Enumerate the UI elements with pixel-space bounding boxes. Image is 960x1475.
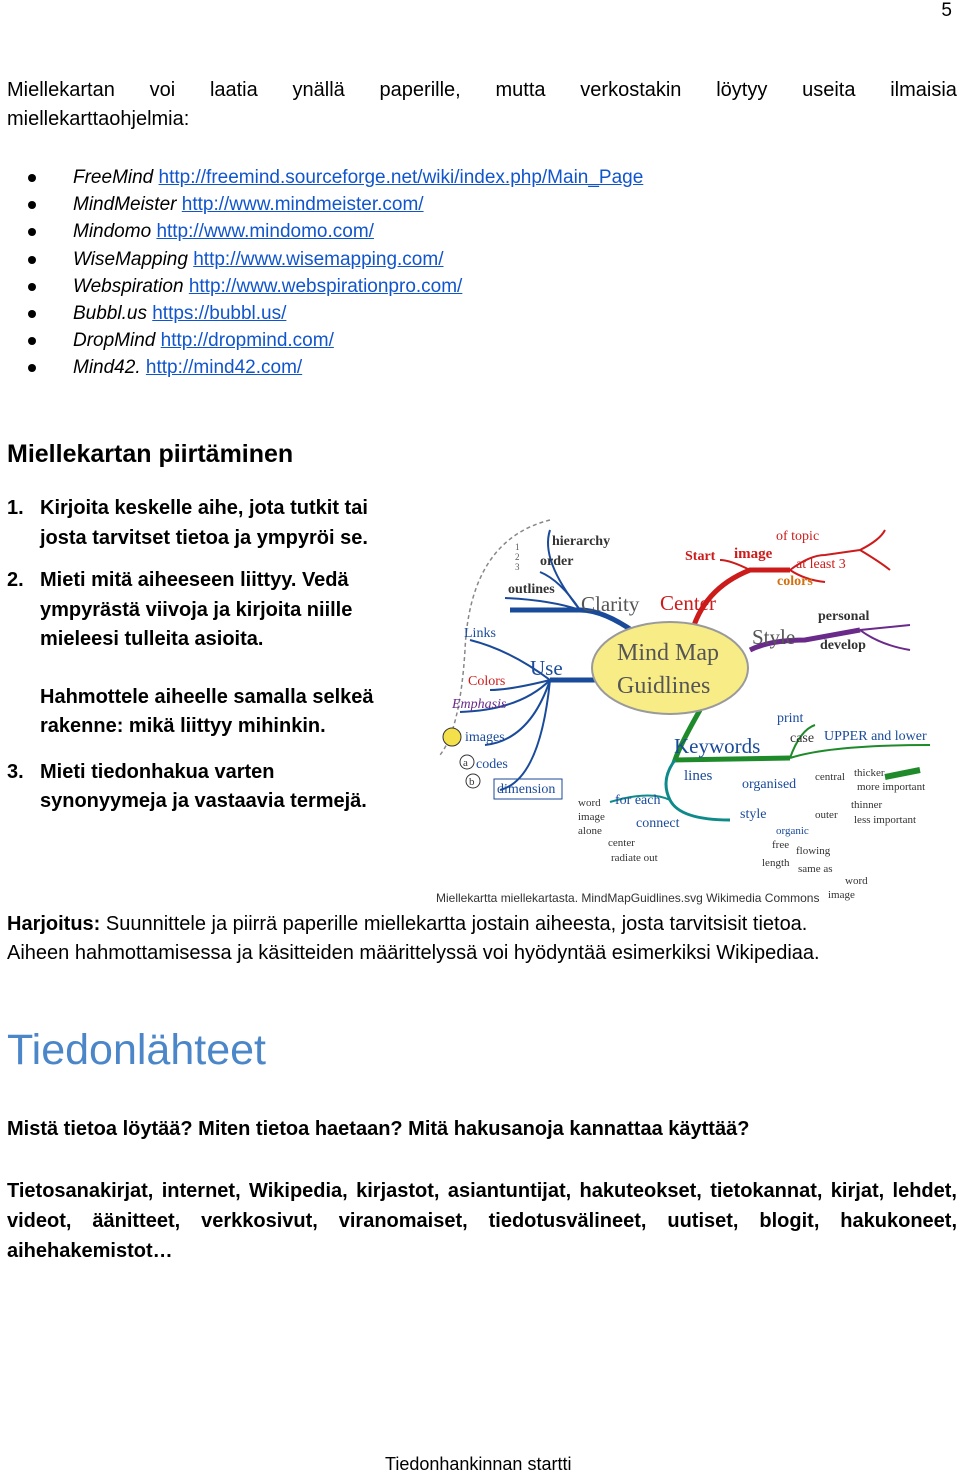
label-b: b <box>469 776 475 788</box>
image-caption: Miellekartta miellekartasta. MindMapGuidlines.svg Wikimedia Commons <box>436 891 820 905</box>
label-outlines: outlines <box>508 582 555 597</box>
label-more-important: more important <box>857 781 926 793</box>
tool-link[interactable]: http://www.wisemapping.com/ <box>193 248 444 270</box>
label-alone: alone <box>578 825 602 837</box>
bullet-icon <box>28 337 36 345</box>
exercise-line-1 <box>7 910 957 939</box>
bullet-icon <box>28 256 36 264</box>
intro-word: mutta <box>495 79 546 101</box>
intro-word: ynällä <box>292 79 345 101</box>
label-links: Links <box>464 626 496 641</box>
list-item: Mindomo http://www.mindomo.com/ <box>0 218 643 245</box>
label-colors: colors <box>777 574 813 589</box>
branch-at-least <box>860 550 890 570</box>
list-item: MindMeister http://www.mindmeister.com/ <box>0 191 643 218</box>
bullet-icon <box>28 283 36 291</box>
label-for-each: for each <box>615 793 661 808</box>
intro-line-1 <box>7 76 957 105</box>
label-center: Center <box>660 591 716 615</box>
center-label-2: Guidlines <box>617 673 711 699</box>
center-label-1: Mind Map <box>617 640 719 666</box>
label-outer: outer <box>815 809 838 821</box>
label-organic: organic <box>776 825 809 837</box>
label-style: Style <box>752 625 796 649</box>
tool-link[interactable]: https://bubbl.us/ <box>152 302 287 324</box>
step-1: 1. Kirjoita keskelle aihe, jota tutkit tai josta tarvitset tietoa ja ympyröi se. <box>7 497 368 549</box>
label-personal: personal <box>818 609 870 624</box>
list-item: DropMind http://dropmind.com/ <box>0 327 643 354</box>
thicker-line <box>885 770 920 777</box>
bullet-icon <box>28 310 36 318</box>
intro-word: verkostakin <box>580 79 682 101</box>
intro-word: voi <box>149 79 176 101</box>
label-flowing: flowing <box>796 845 831 857</box>
list-item: Webspiration http://www.webspirationpro.com/ <box>0 273 643 300</box>
branch-develop <box>860 630 910 650</box>
label-clarity: Clarity <box>581 592 640 616</box>
exercise-text: Suunnittele ja piirrä paperille miellekartta jostain aiheesta, josta tarvitsisit tietoa. <box>100 913 808 935</box>
smiley-icon <box>443 728 461 746</box>
label-free: free <box>772 839 790 851</box>
intro-paragraph <box>7 76 957 134</box>
intro-line-2: miellekarttaohjelmia: <box>7 108 190 130</box>
label-emphasis: Emphasis <box>452 697 507 712</box>
steps-list <box>7 494 422 817</box>
label-image: image <box>734 546 773 562</box>
label-dimension: dimension <box>497 782 556 797</box>
tool-link[interactable]: http://mind42.com/ <box>145 357 303 379</box>
label-organised: organised <box>742 777 797 792</box>
label-codes: codes <box>476 757 508 772</box>
label-center-2: center <box>608 837 635 849</box>
intro-word: Miellekartan <box>7 79 115 101</box>
bullet-icon <box>28 174 36 182</box>
label-keywords: Keywords <box>674 734 761 758</box>
label-n1: 1 <box>515 542 520 552</box>
label-word-2: word <box>845 875 868 887</box>
step-2: 2. Mieti mitä aiheeseen liittyy. Vedä ympyrästä viivoja ja kirjoita niille mieleesi tulleita asioita. Hahmottele aiheelle samalla selkeä rakenne: mikä liittyy mihinkin. <box>7 569 374 737</box>
label-images: images <box>465 730 505 745</box>
list-item: WiseMapping http://www.wisemapping.com/ <box>0 246 643 273</box>
label-develop: develop <box>820 638 866 653</box>
section-heading: Miellekartan piirtäminen <box>7 440 294 468</box>
intro-word: paperille, <box>379 79 461 101</box>
label-image-3: image <box>828 889 855 901</box>
page-footer: Tiedonhankinnan startti <box>385 1454 572 1474</box>
branch-personal <box>860 625 910 630</box>
label-colors-use: Colors <box>468 674 506 689</box>
label-connect: connect <box>636 816 680 831</box>
bullet-icon <box>28 364 36 372</box>
exercise-label: Harjoitus: <box>7 913 101 935</box>
sources-paragraph: Tietosanakirjat, internet, Wikipedia, kirjastot, asiantuntijat, hakuteokset, tietokannat, kirjat, lehdet, videot, äänitteet, verkkosivut, viranomaiset, tiedotusvälineet, uutiset, blogit, hakukoneet, aihehakemistot… <box>7 1180 957 1262</box>
tool-link[interactable]: http://www.webspirationpro.com/ <box>188 275 463 297</box>
label-of-topic: of topic <box>776 529 820 544</box>
exercise-line-2: Aiheen hahmottamisessa ja käsitteiden määrittelyssä voi hyödyntää esimerkiksi Wikipediaa. <box>7 942 820 964</box>
label-radiate-out: radiate out <box>611 852 658 864</box>
label-upper-lower: UPPER and lower <box>824 729 927 744</box>
bullet-icon <box>28 201 36 209</box>
label-style-2: style <box>740 807 767 822</box>
list-item: Mind42. http://mind42.com/ <box>0 354 643 381</box>
list-item: FreeMind http://freemind.sourceforge.net/wiki/index.php/Main_Page <box>0 164 643 191</box>
questions-line: Mistä tietoa löytää? Miten tietoa haetaan? Mitä hakusanoja kannattaa käyttää? <box>7 1118 750 1140</box>
branch-case <box>790 745 930 758</box>
label-less-important: less important <box>854 814 917 826</box>
label-use: Use <box>530 656 563 680</box>
label-image-2: image <box>578 811 605 823</box>
label-hierarchy: hierarchy <box>552 534 611 549</box>
branch-of-topic <box>860 530 885 550</box>
label-at-least: at least 3 <box>796 557 846 572</box>
intro-word: laatia <box>209 79 258 101</box>
label-central: central <box>815 771 845 783</box>
tool-list <box>0 164 643 382</box>
label-a: a <box>463 757 468 769</box>
exercise-paragraph <box>7 910 957 968</box>
label-start: Start <box>685 549 716 564</box>
intro-word: löytyy <box>716 79 768 101</box>
label-thinner: thinner <box>851 799 883 811</box>
tool-link[interactable]: http://freemind.sourceforge.net/wiki/index.php/Main_Page <box>158 167 644 188</box>
center-ellipse <box>592 622 748 714</box>
label-thicker: thicker <box>854 767 885 779</box>
list-item: Bubbl.us https://bubbl.us/ <box>0 300 643 327</box>
tool-link[interactable]: http://www.mindmeister.com/ <box>181 194 424 216</box>
step-3: 3. Mieti tiedonhakua varten synonyymeja ja vastaavia termejä. <box>7 760 367 812</box>
intro-word: useita <box>802 79 856 101</box>
label-word: word <box>578 797 601 809</box>
label-order: order <box>540 554 574 569</box>
sources-heading: Tiedonlähteet <box>7 1026 266 1074</box>
label-case: case <box>790 731 815 746</box>
tool-link[interactable]: http://dropmind.com/ <box>160 330 334 352</box>
label-same-as: same as <box>798 863 833 875</box>
label-n2: 2 <box>515 552 520 562</box>
bullet-icon <box>28 228 36 236</box>
label-length: length <box>762 857 790 869</box>
label-n3: 3 <box>515 562 520 572</box>
tool-link[interactable]: http://www.mindomo.com/ <box>156 221 374 243</box>
intro-word: ilmaisia <box>890 79 957 101</box>
label-lines: lines <box>684 768 713 784</box>
label-print: print <box>777 711 804 726</box>
page-number: 5 <box>941 0 952 21</box>
